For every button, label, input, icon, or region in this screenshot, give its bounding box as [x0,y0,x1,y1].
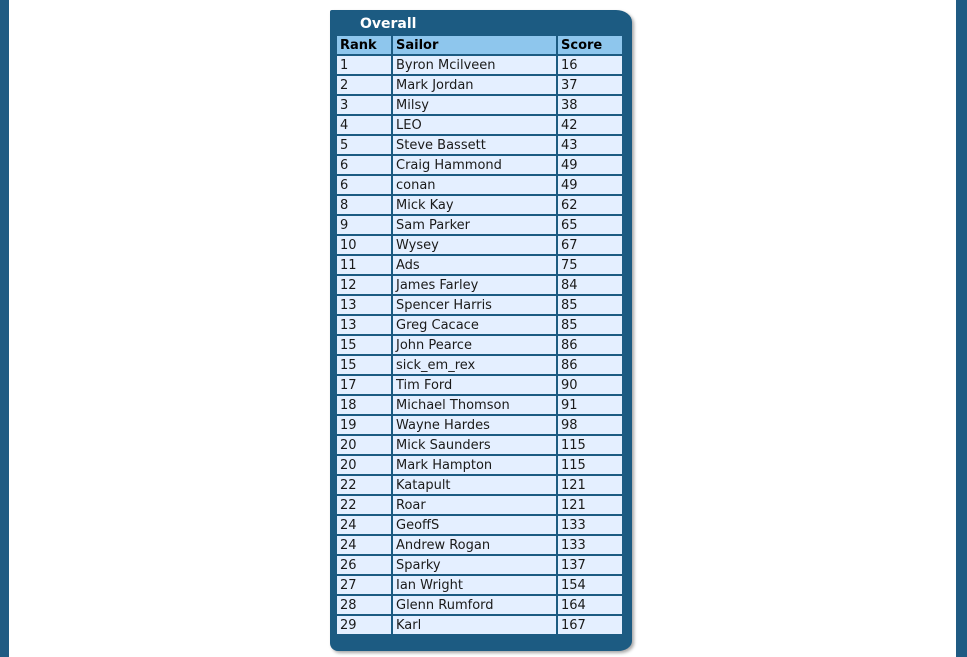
table-row [336,535,623,555]
sailor-cell: Michael Thomson [392,395,557,415]
table-row [336,335,623,355]
score-cell: 38 [557,95,623,115]
rank-cell: 13 [336,315,392,335]
rank-cell: 2 [336,75,392,95]
score-cell: 154 [557,575,623,595]
sailor-cell: Byron Mcilveen [392,55,557,75]
sailor-cell: Roar [392,495,557,515]
rank-cell: 6 [336,175,392,195]
rank-cell: 10 [336,235,392,255]
rank-cell: 26 [336,555,392,575]
score-cell: 164 [557,595,623,615]
table-row [336,395,623,415]
table-row [336,355,623,375]
rank-cell: 15 [336,335,392,355]
rank-cell: 29 [336,615,392,635]
score-cell: 85 [557,295,623,315]
score-cell: 75 [557,255,623,275]
sailor-cell: Wysey [392,235,557,255]
score-cell: 86 [557,355,623,375]
sailor-cell: James Farley [392,275,557,295]
rank-cell: 4 [336,115,392,135]
rank-cell: 17 [336,375,392,395]
table-row [336,555,623,575]
overall-standings-panel [330,10,632,651]
sailor-cell: LEO [392,115,557,135]
table-row [336,615,623,635]
table-row [336,475,623,495]
rank-cell: 9 [336,215,392,235]
sailor-cell: Greg Cacace [392,315,557,335]
rank-cell: 27 [336,575,392,595]
header-row [336,35,623,55]
table-row [336,255,623,275]
table-row [336,95,623,115]
score-cell: 167 [557,615,623,635]
standings-body [336,55,623,635]
sailor-cell: Mark Hampton [392,455,557,475]
sailor-cell: Spencer Harris [392,295,557,315]
table-row [336,575,623,595]
rank-cell: 24 [336,515,392,535]
score-cell: 133 [557,515,623,535]
rank-cell: 19 [336,415,392,435]
rank-cell: 11 [336,255,392,275]
sailor-cell: Karl [392,615,557,635]
rank-cell: 3 [336,95,392,115]
table-row [336,115,623,135]
right-border-bar [956,0,967,657]
sailor-cell: Glenn Rumford [392,595,557,615]
score-cell: 133 [557,535,623,555]
score-cell: 121 [557,475,623,495]
score-cell: 115 [557,455,623,475]
table-row [336,375,623,395]
standings-table [335,34,624,636]
table-row [336,455,623,475]
table-row [336,195,623,215]
table-row [336,315,623,335]
score-cell: 65 [557,215,623,235]
rank-cell: 12 [336,275,392,295]
rank-cell: 1 [336,55,392,75]
score-cell: 90 [557,375,623,395]
score-cell: 86 [557,335,623,355]
left-border-bar [0,0,9,657]
sailor-cell: Katapult [392,475,557,495]
score-cell: 121 [557,495,623,515]
table-row [336,275,623,295]
table-row [336,215,623,235]
panel-title: Overall [360,16,417,32]
score-cell: 16 [557,55,623,75]
sailor-cell: conan [392,175,557,195]
table-row [336,235,623,255]
sailor-column-header: Sailor [392,35,557,55]
sailor-cell: Tim Ford [392,375,557,395]
sailor-cell: Ian Wright [392,575,557,595]
sailor-cell: Mark Jordan [392,75,557,95]
rank-cell: 8 [336,195,392,215]
score-cell: 67 [557,235,623,255]
score-column-header: Score [557,35,623,55]
score-cell: 49 [557,155,623,175]
table-row [336,595,623,615]
table-row [336,155,623,175]
score-cell: 42 [557,115,623,135]
rank-cell: 13 [336,295,392,315]
rank-column-header: Rank [336,35,392,55]
rank-cell: 22 [336,475,392,495]
table-row [336,515,623,535]
sailor-cell: Steve Bassett [392,135,557,155]
sailor-cell: Craig Hammond [392,155,557,175]
score-cell: 85 [557,315,623,335]
rank-cell: 24 [336,535,392,555]
score-cell: 98 [557,415,623,435]
table-row [336,75,623,95]
rank-cell: 5 [336,135,392,155]
table-row [336,295,623,315]
rank-cell: 18 [336,395,392,415]
sailor-cell: sick_em_rex [392,355,557,375]
table-row [336,55,623,75]
sailor-cell: Mick Saunders [392,435,557,455]
rank-cell: 6 [336,155,392,175]
score-cell: 43 [557,135,623,155]
table-row [336,135,623,155]
rank-cell: 22 [336,495,392,515]
sailor-cell: Milsy [392,95,557,115]
sailor-cell: Ads [392,255,557,275]
score-cell: 62 [557,195,623,215]
table-row [336,175,623,195]
table-row [336,415,623,435]
sailor-cell: John Pearce [392,335,557,355]
table-row [336,435,623,455]
table-row [336,495,623,515]
score-cell: 91 [557,395,623,415]
score-cell: 137 [557,555,623,575]
rank-cell: 15 [336,355,392,375]
sailor-cell: Sparky [392,555,557,575]
sailor-cell: Mick Kay [392,195,557,215]
rank-cell: 20 [336,435,392,455]
sailor-cell: Sam Parker [392,215,557,235]
score-cell: 37 [557,75,623,95]
sailor-cell: Andrew Rogan [392,535,557,555]
score-cell: 115 [557,435,623,455]
rank-cell: 28 [336,595,392,615]
score-cell: 84 [557,275,623,295]
score-cell: 49 [557,175,623,195]
sailor-cell: Wayne Hardes [392,415,557,435]
sailor-cell: GeoffS [392,515,557,535]
rank-cell: 20 [336,455,392,475]
